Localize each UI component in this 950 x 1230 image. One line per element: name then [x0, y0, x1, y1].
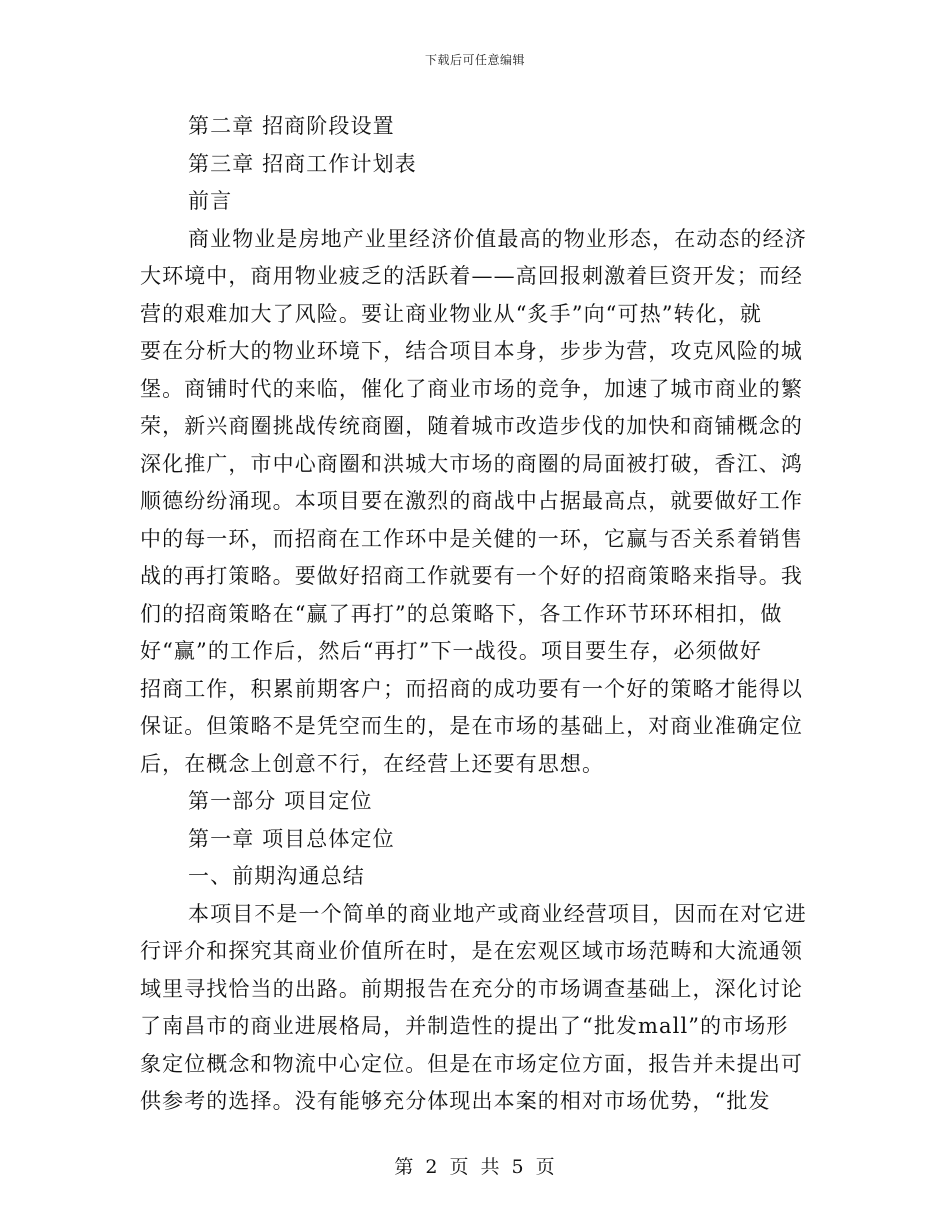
body-text-line: 中的每一环，而招商在工作环中是关健的一环，它赢与否关系着销售	[140, 526, 803, 551]
body-text-line: 堡。商铺时代的来临，催化了商业市场的竞争，加速了城市商业的繁	[140, 376, 803, 401]
body-text-line: 象定位概念和物流中心定位。但是在市场定位方面，报告并未提出可	[140, 1051, 803, 1076]
body-text-line: 深化推广，市中心商圈和洪城大市场的商圈的局面被打破，香江、鸿	[140, 451, 803, 476]
body-text-line: 前言	[188, 189, 233, 213]
body-text-line: 要在分析大的物业环境下，结合项目本身，步步为营，攻克风险的城	[140, 339, 803, 363]
body-text-line: 后，在概念上创意不行，在经营上还要有思想。	[140, 751, 605, 776]
body-text-line: 招商工作，积累前期客户；而招商的成功要有一个好的策略才能得以	[140, 676, 803, 701]
body-text-line: 第一章 项目总体定位	[188, 826, 395, 851]
body-text-line: 了南昌市的商业进展格局，并制造性的提出了“批发mall”的市场形	[140, 1014, 789, 1038]
body-text-line: 大环境中，商用物业疲乏的活跃着——高回报刺激着巨资开发；而经	[140, 264, 803, 288]
body-text-line: 营的艰难加大了风险。要让商业物业从“炙手”向“可热”转化，就	[140, 301, 762, 326]
body-text-line: 们的招商策略在“赢了再打”的总策略下，各工作环节环环相扣，做	[140, 601, 783, 626]
body-text-line: 保证。但策略不是凭空而生的，是在市场的基础上，对商业准确定位	[140, 714, 803, 738]
body-text-line: 第三章 招商工作计划表	[188, 151, 417, 176]
body-text-line: 供参考的选择。没有能够充分体现出本案的相对市场优势，“批发	[140, 1089, 771, 1113]
page-footer: 第 2 页 共 5 页	[394, 1156, 556, 1178]
body-text-line: 第二章 招商阶段设置	[188, 114, 395, 138]
document-body	[140, 108, 810, 1121]
body-text-line: 荣，新兴商圈挑战传统商圈，随着城市改造步伐的加快和商铺概念的	[140, 414, 803, 438]
body-text-line: 本项目不是一个简单的商业地产或商业经营项目，因而在对它进	[188, 901, 807, 926]
body-text-line: 行评介和探究其商业价值所在时，是在宏观区域市场范畴和大流通领	[140, 939, 803, 963]
body-text-line: 商业物业是房地产业里经济价值最高的物业形态，在动态的经济	[188, 226, 807, 251]
page-header: 下载后可任意编辑	[424, 53, 525, 67]
body-text-line: 好“赢”的工作后，然后“再打”下一战役。项目要生存，必须做好	[140, 639, 762, 663]
body-text-line: 第一部分 项目定位	[188, 789, 373, 813]
body-text-line: 战的再打策略。要做好招商工作就要有一个好的招商策略来指导。我	[140, 564, 803, 588]
body-text-line: 一、前期沟通总结	[188, 864, 365, 888]
body-text-line: 顺德纷纷涌现。本项目要在激烈的商战中占据最高点，就要做好工作	[140, 489, 803, 513]
body-text-line: 域里寻找恰当的出路。前期报告在充分的市场调查基础上，深化讨论	[140, 976, 803, 1001]
